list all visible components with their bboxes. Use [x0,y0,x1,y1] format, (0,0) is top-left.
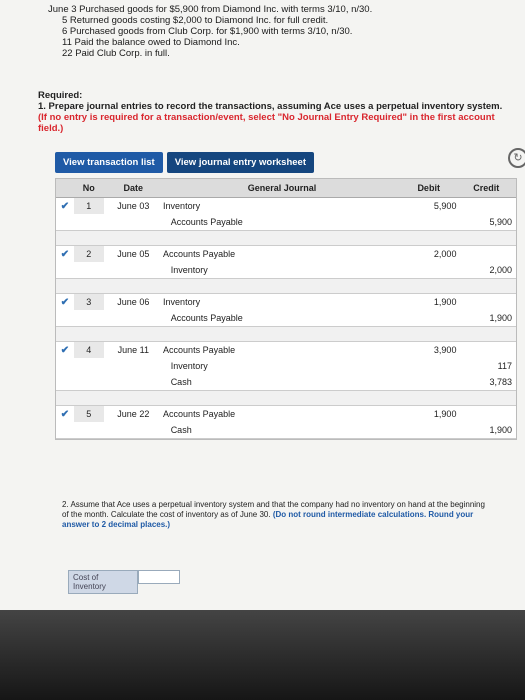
required-note: (If no entry is required for a transaction/event, select "No Journal Entry Required" in the first account field.) [38,112,495,134]
table-row [56,358,516,374]
check-icon[interactable]: ✔ [60,408,70,420]
entry-number: 4 [74,342,104,358]
table-row [56,198,516,214]
entry-number: 3 [74,294,104,310]
table-row [56,294,516,310]
account-field[interactable]: Cash [170,425,192,435]
required-instruction: 1. Prepare journal entries to record the transactions, assuming Ace uses a perpetual inventory system. [38,101,503,112]
problem-line: June 3 Purchased goods for $5,900 from Diamond Inc. with terms 3/10, n/30. [48,4,373,15]
header-account: General Journal [247,183,317,193]
credit-field[interactable]: 1,900 [462,313,516,323]
problem-line: 6 Purchased goods from Club Corp. for $1,900 with terms 3/10, n/30. [62,26,353,37]
journal-entry [56,246,516,279]
table-row [56,214,516,230]
check-icon[interactable]: ✔ [60,344,70,356]
table-row [56,310,516,326]
check-icon[interactable]: ✔ [60,296,70,308]
problem-line: 5 Returned goods costing $2,000 to Diamond Inc. for full credit. [62,15,329,26]
account-field[interactable]: Accounts Payable [163,409,236,419]
header-no: No [82,183,95,193]
tab-bar [55,152,314,173]
entry-number: 1 [74,198,104,214]
table-row [56,422,516,438]
table-row [56,406,516,422]
table-row [56,342,516,358]
debit-field[interactable]: 2,000 [401,249,461,259]
table-row [56,374,516,390]
account-field[interactable]: Accounts Payable [163,345,236,355]
entry-date: June 03 [117,201,150,211]
entry-date: June 06 [117,297,150,307]
journal-entry [56,406,516,439]
problem-line: 22 Paid Club Corp. in full. [62,48,170,59]
account-field[interactable]: Inventory [163,201,201,211]
entry-date: June 11 [117,345,149,355]
cost-of-inventory-row [68,570,180,594]
part2-question [62,500,492,530]
header-date: Date [123,183,144,193]
credit-field[interactable]: 1,900 [462,425,516,435]
account-field[interactable]: Cash [170,377,192,387]
entry-number: 5 [74,406,104,422]
account-field[interactable]: Accounts Payable [163,249,236,259]
header-debit: Debit [417,183,440,193]
debit-field[interactable]: 1,900 [401,297,461,307]
part2-note: (Do not round intermediate calculations. Round your answer to 2 decimal places.) [62,510,474,529]
journal-entry [56,198,516,231]
refresh-icon[interactable]: ↻ [508,148,525,168]
problem-line: 11 Paid the balance owed to Diamond Inc. [62,37,240,48]
journal-table [55,178,517,440]
table-row [56,246,516,262]
required-section [38,90,508,134]
entry-date: June 05 [117,249,150,259]
cost-of-inventory-label: Cost of Inventory [68,570,138,594]
credit-field[interactable]: 5,900 [462,217,516,227]
header-credit: Credit [473,183,500,193]
debit-field[interactable]: 3,900 [401,345,461,355]
view-transaction-list-button[interactable]: View transaction list [55,152,163,173]
journal-entry [56,294,516,327]
account-field[interactable]: Inventory [163,297,201,307]
credit-field[interactable]: 2,000 [462,265,516,275]
view-journal-worksheet-button[interactable]: View journal entry worksheet [167,152,314,173]
entry-date: June 22 [117,409,150,419]
debit-field[interactable]: 5,900 [401,201,461,211]
account-field[interactable]: Accounts Payable [170,217,243,227]
monitor-bezel [0,610,525,700]
account-field[interactable]: Inventory [170,265,208,275]
account-field[interactable]: Inventory [170,361,208,371]
check-icon[interactable]: ✔ [60,200,70,212]
cost-of-inventory-input[interactable] [138,570,180,584]
required-heading: Required: [38,90,83,101]
debit-field[interactable]: 1,900 [401,409,461,419]
table-row [56,262,516,278]
credit-field[interactable]: 117 [462,361,516,371]
journal-header [56,179,516,198]
part2-text: 2. Assume that Ace uses a perpetual inventory system and that the company had no inventory on hand at the beginning of the month. Calculate the cost of inventory as of June 30. [62,500,485,519]
check-icon[interactable]: ✔ [60,248,70,260]
journal-entry [56,342,516,391]
credit-field[interactable]: 3,783 [462,377,516,387]
account-field[interactable]: Accounts Payable [170,313,243,323]
problem-statement [48,4,372,59]
entry-number: 2 [74,246,104,262]
